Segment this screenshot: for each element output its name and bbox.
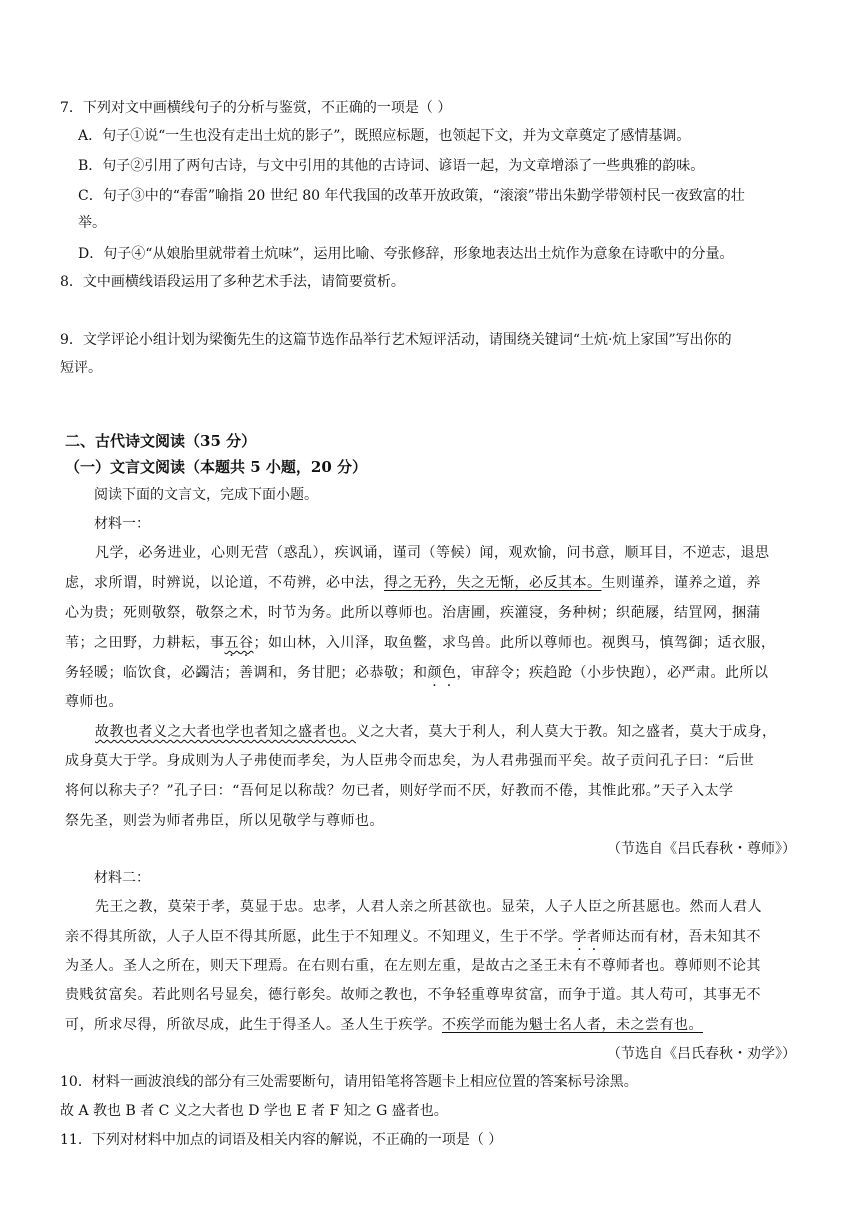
material-1-text-line: 苇；之田野，力耕耘，事五谷；如山林，入川泽，取鱼鳖，求鸟兽。此所以尊师也。视舆马，慎驾御；适衣服，	[65, 635, 776, 651]
reading-instruction: 阅读下面的文言文，完成下面小题。	[94, 487, 318, 503]
material-2-text-line: 贵贱贫富矣。若此则名号显矣，德行彰矣。故师之教也，不争轻重尊卑贫富，而争于道。其人苟可，其事无不	[65, 987, 761, 1003]
material-1-text-line: 故教也者义之大者也学也者知之盛者也。义之大者，莫大于利人，利人莫大于教。知之盛者，莫大于成身，	[95, 724, 777, 740]
question-7-option-b: B．句子②引用了两句古诗，与文中引用的其他的古诗词、谚语一起，为文章增添了一些典雅的韵味。	[78, 158, 705, 174]
material-2-text-line: 亲不得其所欲，人子人臣不得其所愿，此生于不知理义。不知理义，生于不学。学者师达而有材，吾未知其不	[65, 929, 761, 945]
material-1-text-line: 将何以称夫子？”孔子曰：“吾何足以称哉？勿已者，则好学而不厌，好教而不倦，其惟此邪。”天子入太学	[65, 783, 734, 799]
question-7-option-d: D．句子④“从娘胎里就带着土炕味”，运用比喻、夸张修辞，形象地表达出土炕作为意象在诗歌中的分量。	[78, 246, 734, 262]
question-7-stem: 7．下列对文中画横线句子的分析与鉴赏，不正确的一项是（ ）	[60, 100, 452, 116]
dotted-word: 者	[587, 929, 602, 945]
material-1-text-line: 凡学，必务进业，心则无营（惑乱），疾讽诵，谨司（等候）闻，观欢愉，问书意，顺耳目，不逆志，退思	[95, 545, 770, 561]
material-1-text-line: 心为贵；死则敬祭，敬祭之术，时节为务。此所以尊师也。治唐圃，疾灌寖，务种树；织葩屦，结罝网，捆蒲	[65, 605, 761, 621]
material-2-text-line: 为圣人。圣人之所在，则天下理焉。在右则右重，在左则左重，是故古之圣王未有不尊师者也。尊师则不论其	[65, 958, 761, 974]
dotted-word: 学	[572, 929, 587, 945]
question-7-option-a: A．句子①说“一生也没有走出土炕的影子”，既照应标题，也领起下文，并为文章奠定了感情基调。	[78, 128, 691, 144]
material-1-text-line: 虑，求所谓，时辨说，以论道，不苟辨，必中法，得之无矜，失之无惭，必反其本。生则谨养，谨养之道，养	[65, 575, 761, 591]
question-11: 11．下列对材料中加点的词语及相关内容的解说，不正确的一项是（ ）	[60, 1132, 503, 1148]
question-9: 9．文学评论小组计划为梁衡先生的这篇节选作品举行艺术短评活动，请围绕关键词“土炕·炕上家国”写出你的	[60, 332, 732, 348]
question-9-continued: 短评。	[60, 360, 102, 376]
material-2-label: 材料二：	[94, 870, 150, 886]
question-8: 8．文中画横线语段运用了多种艺术手法，请简要赏析。	[60, 274, 405, 290]
underlined-sentence: 得之无矜，失之无惭，必反其本。	[384, 575, 602, 591]
material-2-text-line: 先王之教，莫荣于孝，莫显于忠。忠孝，人君人亲之所甚欲也。显荣，人子人臣之所甚愿也。然而人君人	[95, 899, 762, 915]
material-2-text-line: 可，所求尽得，所欲尽成，此生于得圣人。圣人生于疾学。不疾学而能为魁士名人者，未之尝有也。	[65, 1017, 703, 1033]
question-10-sentence: 故 A 教也 B 者 C 义之大者也 D 学也 E 者 F 知之 G 盛者也。	[60, 1103, 448, 1119]
material-1-text-line: 尊师也。	[65, 694, 123, 710]
dotted-word: 五	[224, 635, 239, 651]
dotted-word: 颜	[427, 665, 442, 681]
underlined-sentence: 不疾学而能为魁士名人者，未之尝有也。	[442, 1017, 703, 1033]
question-10: 10．材料一画波浪线的部分有三处需要断句，请用铅笔将答题卡上相应位置的答案标号涂黑。	[60, 1074, 638, 1090]
material-1-text-line: 成身莫大于学。身成则为人子弗使而孝矣，为人臣弗令而忠矣，为人君弗强而平矣。故子贡问孔子曰：“后世	[65, 753, 755, 769]
question-7-option-c-continued: 举。	[78, 215, 106, 231]
material-1-text-line: 祭先圣，则尝为师者弗臣，所以见敬学与尊师也。	[65, 813, 384, 829]
material-1-text-line: 务轻暖；临饮食，必蠲洁；善调和，务甘肥；必恭敬；和颜色，审辞令；疾趋跄（小步快跑），必严肃。此所以	[65, 665, 769, 681]
dotted-word: 谷	[239, 635, 254, 651]
material-1-label: 材料一：	[94, 516, 150, 532]
section-heading: 二、古代诗文阅读（35 分）	[65, 432, 257, 450]
material-1-source: （节选自《吕氏春秋・尊师》）	[607, 841, 796, 857]
subsection-heading: （一）文言文阅读（本题共 5 小题，20 分）	[65, 458, 367, 476]
question-7-option-c: C．句子③中的“春雷”喻指 20 世纪 80 年代我国的改革开放政策，“滚滚”带出朱勤学带领村民一夜致富的壮	[78, 188, 745, 204]
wavy-underlined-sentence: 故教也者义之大者也学也者知之盛者也。	[95, 724, 356, 740]
material-2-source: （节选自《吕氏春秋・劝学》）	[607, 1046, 796, 1062]
dotted-word: 色	[442, 665, 457, 681]
